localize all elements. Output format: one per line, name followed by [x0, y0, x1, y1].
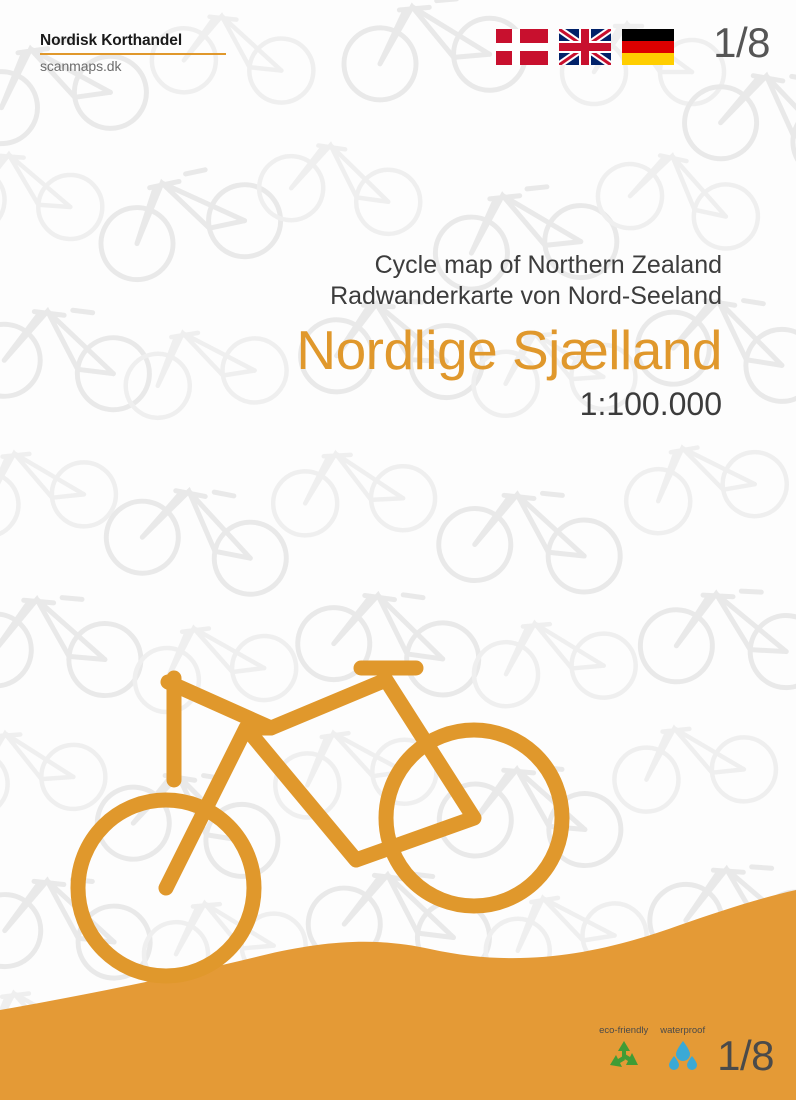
- waterproof-label: waterproof: [660, 1025, 706, 1036]
- sheet-number-top: 1/8: [713, 19, 770, 66]
- title-block: [296, 250, 722, 423]
- subtitle-english: Cycle map of Northern Zealand: [374, 251, 722, 279]
- eco-friendly-label: eco-friendly: [599, 1025, 649, 1036]
- denmark-flag-icon: [496, 29, 548, 65]
- eco-friendly-badge: [599, 1025, 648, 1076]
- cover-header: [0, 0, 796, 96]
- brand-divider: [40, 53, 226, 55]
- subtitle-german: Radwanderkarte von Nord-Seeland: [330, 281, 722, 310]
- footer-badges: [599, 1025, 774, 1080]
- publisher-name: Nordisk Korthandel: [40, 32, 183, 49]
- publisher-brand: [40, 32, 270, 74]
- publisher-website: scanmaps.dk: [40, 57, 122, 74]
- sheet-number-bottom: 1/8: [717, 1032, 774, 1080]
- page-title: Nordlige Sjælland: [296, 319, 722, 381]
- map-scale: 1:100.000: [579, 386, 722, 423]
- recycle-icon: [607, 1039, 641, 1071]
- germany-flag-icon: [622, 29, 674, 65]
- bicycle-illustration: [56, 620, 586, 1000]
- language-flags: [496, 29, 674, 65]
- water-drops-icon: [666, 1039, 700, 1071]
- united-kingdom-flag-icon: [559, 29, 611, 65]
- waterproof-badge: [660, 1025, 705, 1076]
